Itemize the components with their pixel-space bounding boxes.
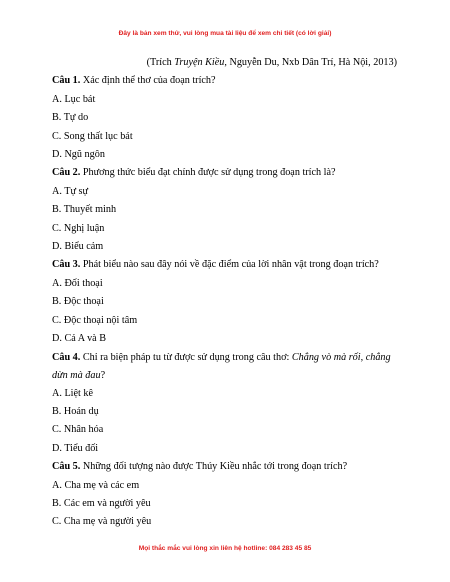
option: B. Tự do — [52, 112, 89, 124]
question-text: Những đối tượng nào được Thúy Kiều nhắc tới trong đoạn trích? — [80, 461, 348, 473]
option: D. Ngũ ngôn — [52, 149, 105, 161]
option: C. Nhân hóa — [52, 424, 104, 436]
option: C. Độc thoại nội tâm — [52, 314, 138, 326]
hotline-notice: Mọi thắc mắc vui lòng xin liên hệ hotline: 084 283 45 85 — [138, 545, 312, 552]
document-body — [52, 54, 400, 532]
question-number: Câu 2. — [52, 167, 81, 179]
question-1 — [52, 72, 400, 90]
option: A. Liệt kê — [52, 387, 94, 399]
question-text: Phương thức biểu đạt chính được sử dụng trong đoạn trích là? — [80, 167, 336, 179]
option: C. Cha mẹ và người yêu — [52, 516, 152, 528]
option: B. Các em và người yêu — [52, 497, 151, 509]
source-citation — [52, 54, 400, 72]
source-suffix: , Nguyễn Du, Nxb Dân Trí, Hà Nội, 2013) — [224, 57, 397, 68]
source-prefix: (Trích — [146, 57, 175, 68]
question-quote: Chẳng vò mà rối, chẳng dừn mà đau — [52, 351, 391, 381]
question-number: Câu 1. — [52, 75, 81, 87]
question-4 — [52, 349, 400, 385]
option: A. Lục bát — [52, 93, 96, 105]
question-text: Xác định thể thơ của đoạn trích? — [80, 75, 216, 87]
question-text: Chỉ ra biện pháp tu từ được sử dụng trong câu thơ: — [80, 351, 292, 363]
question-number: Câu 5. — [52, 461, 81, 473]
question-end: ? — [100, 369, 106, 381]
question-5 — [52, 458, 400, 476]
question-text: Phát biểu nào sau đây nói về đặc điểm của lời nhân vật trong đoạn trích? — [80, 259, 379, 271]
source-title: Truyện Kiều — [174, 57, 225, 68]
option: D. Cả A và B — [52, 333, 107, 345]
option: D. Tiểu đối — [52, 442, 99, 454]
option: B. Độc thoại — [52, 296, 104, 308]
option: C. Nghị luận — [52, 222, 105, 234]
option: A. Đối thoại — [52, 277, 103, 289]
option: D. Biểu cảm — [52, 241, 104, 253]
option: A. Cha mẹ và các em — [52, 479, 140, 491]
question-3 — [52, 256, 400, 274]
option: C. Song thất lục bát — [52, 130, 133, 142]
question-number: Câu 4. — [52, 351, 81, 363]
preview-notice: Đây là bản xem thử, vui lòng mua tài liệu để xem chi tiết (có lời giải) — [118, 30, 332, 37]
option: B. Hoán dụ — [52, 405, 99, 417]
question-2 — [52, 164, 400, 182]
option: A. Tự sự — [52, 185, 89, 197]
question-number: Câu 3. — [52, 259, 81, 271]
option: B. Thuyết minh — [52, 204, 117, 216]
